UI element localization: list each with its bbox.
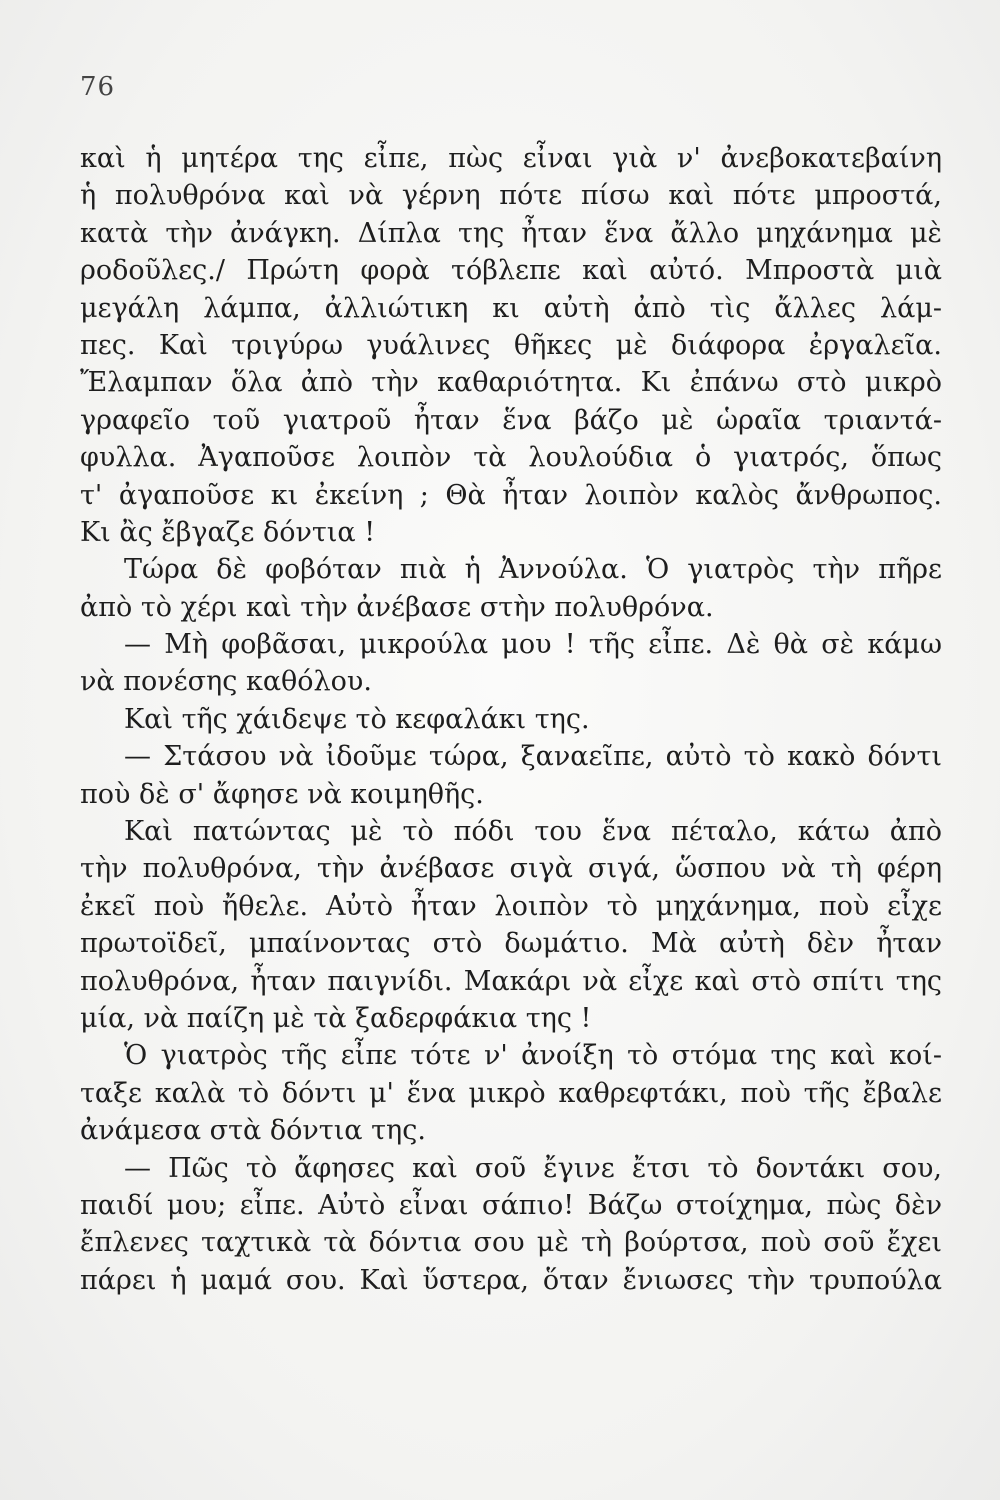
- text-line: μία, νὰ παίζη μὲ τὰ ξαδερφάκια της !: [80, 1002, 592, 1034]
- text-line: Ὁ γιατρὸς τῆς εἶπε τότε ν' ἀνοίξη τὸ στόμα της καὶ κοί-: [124, 1040, 942, 1072]
- text-line: νὰ πονέσης καθόλου.: [80, 666, 372, 698]
- text-line: Τώρα δὲ φοβόταν πιὰ ἡ Ἀννούλα. Ὁ γιατρὸς τὴν πῆρε: [124, 554, 942, 586]
- text-line: ἔπλενες ταχτικὰ τὰ δόντια σου μὲ τὴ βούρτσα, ποὺ σοῦ ἔχει: [80, 1227, 942, 1259]
- text-line: Ἔλαμπαν ὅλα ἀπὸ τὴν καθαριότητα. Κι ἐπάνω στὸ μικρὸ: [80, 367, 942, 399]
- page-number: 76: [80, 72, 116, 102]
- text-line: — Πῶς τὸ ἄφησες καὶ σοῦ ἔγινε ἔτσι τὸ δοντάκι σου,: [124, 1152, 942, 1184]
- text-line: — Μὴ φοβᾶσαι, μικρούλα μου ! τῆς εἶπε. Δὲ θὰ σὲ κάμω: [124, 629, 942, 661]
- text-line: Καὶ τῆς χάιδεψε τὸ κεφαλάκι της.: [124, 703, 590, 735]
- text-line: Κι ἂς ἔβγαζε δόντια !: [80, 516, 376, 548]
- text-line: πες. Καὶ τριγύρω γυάλινες θῆκες μὲ διάφορα ἐργαλεῖα.: [80, 329, 942, 361]
- text-line: ἐκεῖ ποὺ ἤθελε. Αὐτὸ ἦταν λοιπὸν τὸ μηχάνημα, ποὺ εἶχε: [80, 890, 942, 922]
- text-line: πάρει ἡ μαμά σου. Καὶ ὕστερα, ὅταν ἔνιωσες τὴν τρυπούλα: [80, 1264, 942, 1296]
- text-line: πολυθρόνα, ἦταν παιγνίδι. Μακάρι νὰ εἶχε καὶ στὸ σπίτι της: [80, 965, 942, 997]
- text-line: ἀπὸ τὸ χέρι καὶ τὴν ἀνέβασε στὴν πολυθρόνα.: [80, 591, 714, 623]
- text-line: ἡ πολυθρόνα καὶ νὰ γέρνη πότε πίσω καὶ πότε μπροστά,: [80, 180, 942, 212]
- text-line: πρωτοϊδεῖ, μπαίνοντας στὸ δωμάτιο. Μὰ αὐτὴ δὲν ἦταν: [80, 928, 942, 960]
- text-line: φυλλα. Ἀγαποῦσε λοιπὸν τὰ λουλούδια ὁ γιατρός, ὅπως: [80, 442, 942, 474]
- text-line: τ' ἀγαποῦσε κι ἐκείνη ; Θὰ ἦταν λοιπὸν καλὸς ἄνθρωπος.: [80, 479, 942, 511]
- text-line: παιδί μου; εἶπε. Αὐτὸ εἶναι σάπιο! Βάζω στοίχημα, πὼς δὲν: [80, 1189, 942, 1221]
- text-line: ροδοῦλες./ Πρώτη φορὰ τόβλεπε καὶ αὐτό. Μπροστὰ μιὰ: [80, 255, 942, 287]
- text-line: ἀνάμεσα στὰ δόντια της.: [80, 1115, 426, 1147]
- text-line: ποὺ δὲ σ' ἄφησε νὰ κοιμηθῆς.: [80, 778, 484, 810]
- body-text: [80, 140, 942, 1299]
- text-line: μεγάλη λάμπα, ἀλλιώτικη κι αὐτὴ ἀπὸ τὶς ἄλλες λάμ-: [80, 292, 942, 324]
- text-line: καὶ ἡ μητέρα της εἶπε, πὼς εἶναι γιὰ ν' ἀνεβοκατεβαίνη: [80, 143, 942, 174]
- text-line: γραφεῖο τοῦ γιατροῦ ἦταν ἕνα βάζο μὲ ὡραῖα τριαντά-: [80, 404, 942, 436]
- text-line: τὴν πολυθρόνα, τὴν ἀνέβασε σιγὰ σιγά, ὥσπου νὰ τὴ φέρη: [80, 853, 942, 885]
- text-line: κατὰ τὴν ἀνάγκη. Δίπλα της ἦταν ἕνα ἄλλο μηχάνημα μὲ: [80, 217, 942, 249]
- text-line: ταξε καλὰ τὸ δόντι μ' ἕνα μικρὸ καθρεφτάκι, ποὺ τῆς ἔβαλε: [80, 1077, 942, 1109]
- text-line: Καὶ πατώντας μὲ τὸ πόδι του ἕνα πέταλο, κάτω ἀπὸ: [124, 816, 942, 848]
- text-line: — Στάσου νὰ ἰδοῦμε τώρα, ξαναεῖπε, αὐτὸ τὸ κακὸ δόντι: [124, 741, 942, 773]
